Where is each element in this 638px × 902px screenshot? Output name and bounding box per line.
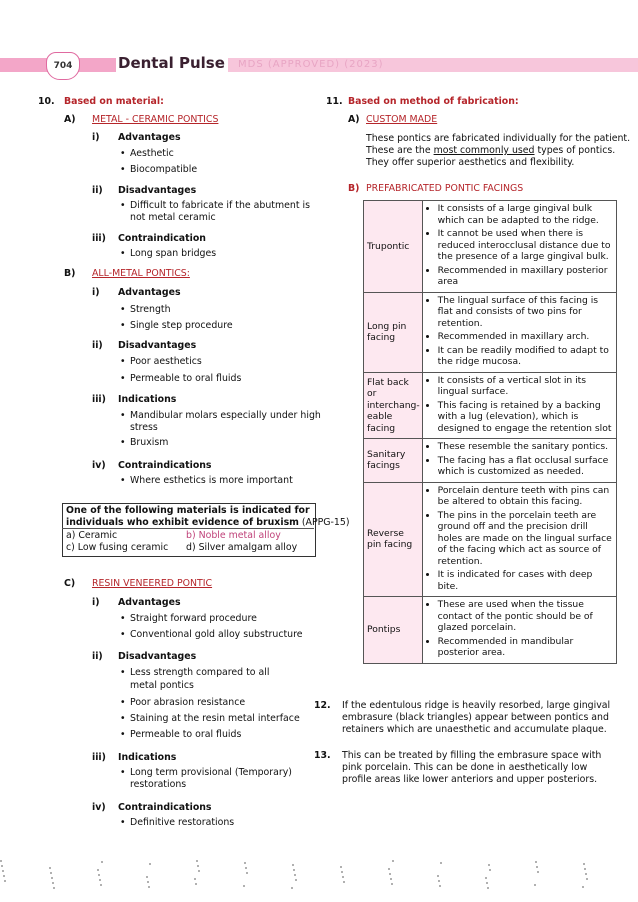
custom-made-line-2-underlined: most commonly used [433,145,535,156]
c-iii-item-1-cont: restorations [130,779,187,790]
b-ii-label: ii) [92,340,103,351]
speckle-dot [51,877,53,879]
c-ii-item-2: • Poor abrasion resistance [130,697,245,709]
speckle-dot [196,860,198,862]
b-ii-item-1: • Poor aesthetics [130,356,202,368]
section-b-title: ALL-METAL PONTICS: [92,268,190,279]
speckle-dot [49,867,51,869]
speckle-dot [194,878,196,880]
custom-made-line-2b: types of pontics. [534,145,616,156]
speckle-dot [488,864,490,866]
a-ii-label: ii) [92,185,103,196]
speckle-dot [584,868,586,870]
b-i-label: i) [92,287,100,298]
c-iv-title: Contraindications [118,802,212,813]
c-i-title: Advantages [118,597,181,608]
speckle-dot [292,864,294,866]
c-ii-item-1: • Less strength compared to all [130,667,269,679]
custom-made-line-2a: These are the [366,145,434,156]
section-a-title: METAL - CERAMIC PONTICS [92,114,219,125]
mcq-option-d: d) Silver amalgam alloy [186,542,298,553]
facing-row [364,372,617,439]
c-iv-label: iv) [92,802,106,813]
c-iii-label: iii) [92,752,106,763]
c-iii-title: Indications [118,752,177,763]
speckle-dot [291,887,293,889]
a-ii-item-1-cont: not metal ceramic [130,212,216,223]
facing-row [364,482,617,597]
speckle-dot [52,882,54,884]
speckle-dot [485,877,487,879]
a-ii-item-1: • Difficult to fabricate if the abutment is [130,200,310,212]
speckle-dot [489,869,491,871]
speckle-dot [244,862,246,864]
facing-row [364,292,617,372]
custom-made-line-3: They offer superior aesthetics and flexibility. [366,157,575,168]
speckle-dot [340,866,342,868]
speckle-dot [293,869,295,871]
speckle-dot [100,884,102,886]
speckle-dot [342,876,344,878]
facing-point: • This facing is retained by a backing with a lug (elevation), which is designed to engage the retention slot [438,400,614,435]
facing-points [422,439,616,483]
facing-point: • These are used when the tissue contact of the pontic should be of glazed porcelain. [438,599,614,634]
facing-name: Pontips [364,597,423,664]
q11-title: Based on method of fabrication: [348,96,519,107]
mcq-question-line-1: One of the following materials is indicated for [66,505,310,516]
b-i-item-2: • Single step procedure [130,320,233,332]
speckle-dot [197,865,199,867]
speckle-dot [50,872,52,874]
speckle-dot [341,871,343,873]
right-section-b-label: B) [348,183,360,194]
facing-name: Sanitary facings [364,439,423,483]
speckle-dot [343,881,345,883]
a-i-item-1: • Aesthetic [130,148,174,160]
facing-point: • Recommended in mandibular posterior area. [438,636,614,659]
facing-name: Trupontic [364,201,423,293]
mcq-question-text: individuals who exhibit evidence of bruxism [66,517,299,528]
speckle-dot [101,861,103,863]
b-iii-title: Indications [118,394,177,405]
right-section-b-title: PREFABRICATED PONTIC FACINGS [366,183,524,194]
speckle-dot [97,869,99,871]
facing-points [422,292,616,372]
c-ii-item-3: • Staining at the resin metal interface [130,713,300,725]
facing-points [422,597,616,664]
q12-text: If the edentulous ridge is heavily resorbed, large gingival embrasure (black triangles) appear between pontics and retainers which are unaesthetic and accumulate plaque. [342,700,611,735]
facing-name: Reverse pin facing [364,482,423,597]
facing-point: • It consists of a vertical slot in its lingual surface. [438,375,614,398]
section-c-label: C) [64,578,76,589]
b-iv-item-1: • Where esthetics is more important [130,475,293,487]
facing-point: • It can be readily modified to adapt to the ridge mucosa. [438,345,614,368]
q11-number: 11. [326,96,343,107]
header-title: Dental Pulse [118,54,225,72]
mcq-option-b: b) Noble metal alloy [186,530,281,541]
facing-point: • Porcelain denture teeth with pins can be altered to obtain this facing. [438,485,614,508]
speckle-dot [148,886,150,888]
speckle-dot [582,886,584,888]
speckle-dot [2,870,4,872]
speckle-dot [439,885,441,887]
facing-row [364,201,617,293]
speckle-dot [536,866,538,868]
speckle-dot [243,885,245,887]
speckle-dot [295,879,297,881]
speckle-dot [535,861,537,863]
speckle-dot [4,880,6,882]
speckle-dot [388,868,390,870]
b-iv-label: iv) [92,460,106,471]
facing-point: • The facing has a flat occlusal surface which is customized as needed. [438,455,614,478]
section-b-label: B) [64,268,76,279]
speckle-dot [195,883,197,885]
b-ii-item-2: • Permeable to oral fluids [130,373,241,385]
pontic-facings-table [363,200,617,664]
speckle-dot [98,874,100,876]
facing-points [422,482,616,597]
facing-row [364,597,617,664]
facing-point: • The lingual surface of this facing is flat and consists of two pins for retention. [438,295,614,330]
facing-point: • It is indicated for cases with deep bite. [438,569,614,592]
b-iii-item-2: • Bruxism [130,437,168,449]
speckle-dot [438,880,440,882]
speckle-dot [389,873,391,875]
mcq-option-c: c) Low fusing ceramic [66,542,169,553]
speckle-dot [1,865,3,867]
c-ii-item-4: • Permeable to oral fluids [130,729,241,741]
facing-row [364,439,617,483]
c-ii-label: ii) [92,651,103,662]
a-i-item-2: • Biocompatible [130,164,197,176]
facing-point: • The pins in the porcelain teeth are ground off and the precision drill holes are made on the lingual surface of the facing which act as source of retention. [438,510,614,568]
mcq-question-line-2 [66,517,350,529]
speckle-dot [537,871,539,873]
facing-point: • It consists of a large gingival bulk which can be adapted to the ridge. [438,203,614,226]
c-i-item-2: • Conventional gold alloy substructure [130,629,303,641]
b-i-title: Advantages [118,287,181,298]
speckle-dot [246,872,248,874]
q13-number: 13. [314,750,331,761]
c-iii-item-1: • Long term provisional (Temporary) [130,767,292,779]
c-ii-title: Disadvantages [118,651,197,662]
speckle-dot [392,860,394,862]
a-iii-label: iii) [92,233,106,244]
facing-name: Flat back or interchang-eable facing [364,372,423,439]
speckle-dot [586,878,588,880]
footer-speckle [0,860,638,890]
a-ii-title: Disadvantages [118,185,197,196]
q10-number: 10. [38,96,55,107]
speckle-dot [245,867,247,869]
speckle-dot [147,881,149,883]
facing-point: • It cannot be used when there is reduced interocclusal distance due to the presence of a large gingival bulk. [438,228,614,263]
speckle-dot [534,884,536,886]
section-a-label: A) [64,114,76,125]
speckle-dot [487,887,489,889]
mcq-option-a: a) Ceramic [66,530,118,541]
a-i-label: i) [92,132,100,143]
speckle-dot [583,863,585,865]
mcq-reference: (APPG-15) [298,517,350,528]
a-i-title: Advantages [118,132,181,143]
speckle-dot [486,882,488,884]
c-ii-item-1-cont: metal pontics [130,680,194,691]
c-i-label: i) [92,597,100,608]
c-i-item-1: • Straight forward procedure [130,613,257,625]
facing-point: • Recommended in maxillary posterior area [438,265,614,288]
speckle-dot [146,876,148,878]
b-iii-item-1-cont: stress [130,422,158,433]
header-faint-text: MDS (APPROVED) (2023) [238,59,384,70]
b-i-item-1: • Strength [130,304,171,316]
b-iii-label: iii) [92,394,106,405]
facing-point: • These resemble the sanitary pontics. [438,441,614,453]
speckle-dot [390,878,392,880]
right-section-a-title: CUSTOM MADE [366,114,438,125]
facing-points [422,201,616,293]
section-c-title: RESIN VENEERED PONTIC [92,578,213,589]
a-iii-title: Contraindication [118,233,206,244]
speckle-dot [149,863,151,865]
speckle-dot [3,875,5,877]
q12-number: 12. [314,700,331,711]
speckle-dot [198,870,200,872]
custom-made-line-1: These pontics are fabricated individually for the patient. [366,133,631,144]
tooth-page-number-badge: 704 [46,52,80,80]
right-section-a-label: A) [348,114,360,125]
b-ii-title: Disadvantages [118,340,197,351]
speckle-dot [437,875,439,877]
facing-points [422,372,616,439]
speckle-dot [294,874,296,876]
speckle-dot [99,879,101,881]
speckle-dot [53,887,55,889]
facing-name: Long pin facing [364,292,423,372]
b-iv-title: Contraindications [118,460,212,471]
speckle-dot [391,883,393,885]
a-iii-item-1: • Long span bridges [130,248,216,260]
facing-point: • Recommended in maxillary arch. [438,331,614,343]
b-iii-item-1: • Mandibular molars especially under high [130,410,321,422]
speckle-dot [440,862,442,864]
speckle-dot [0,860,2,862]
page-header [0,52,638,76]
c-iv-item-1: • Definitive restorations [130,817,234,829]
q13-text: This can be treated by filling the embrasure space with pink porcelain. This can be done in aesthetically low profile areas like lower anteriors and upper posteriors. [342,750,602,785]
q10-title: Based on material: [64,96,164,107]
custom-made-line-2 [366,145,615,157]
speckle-dot [585,873,587,875]
